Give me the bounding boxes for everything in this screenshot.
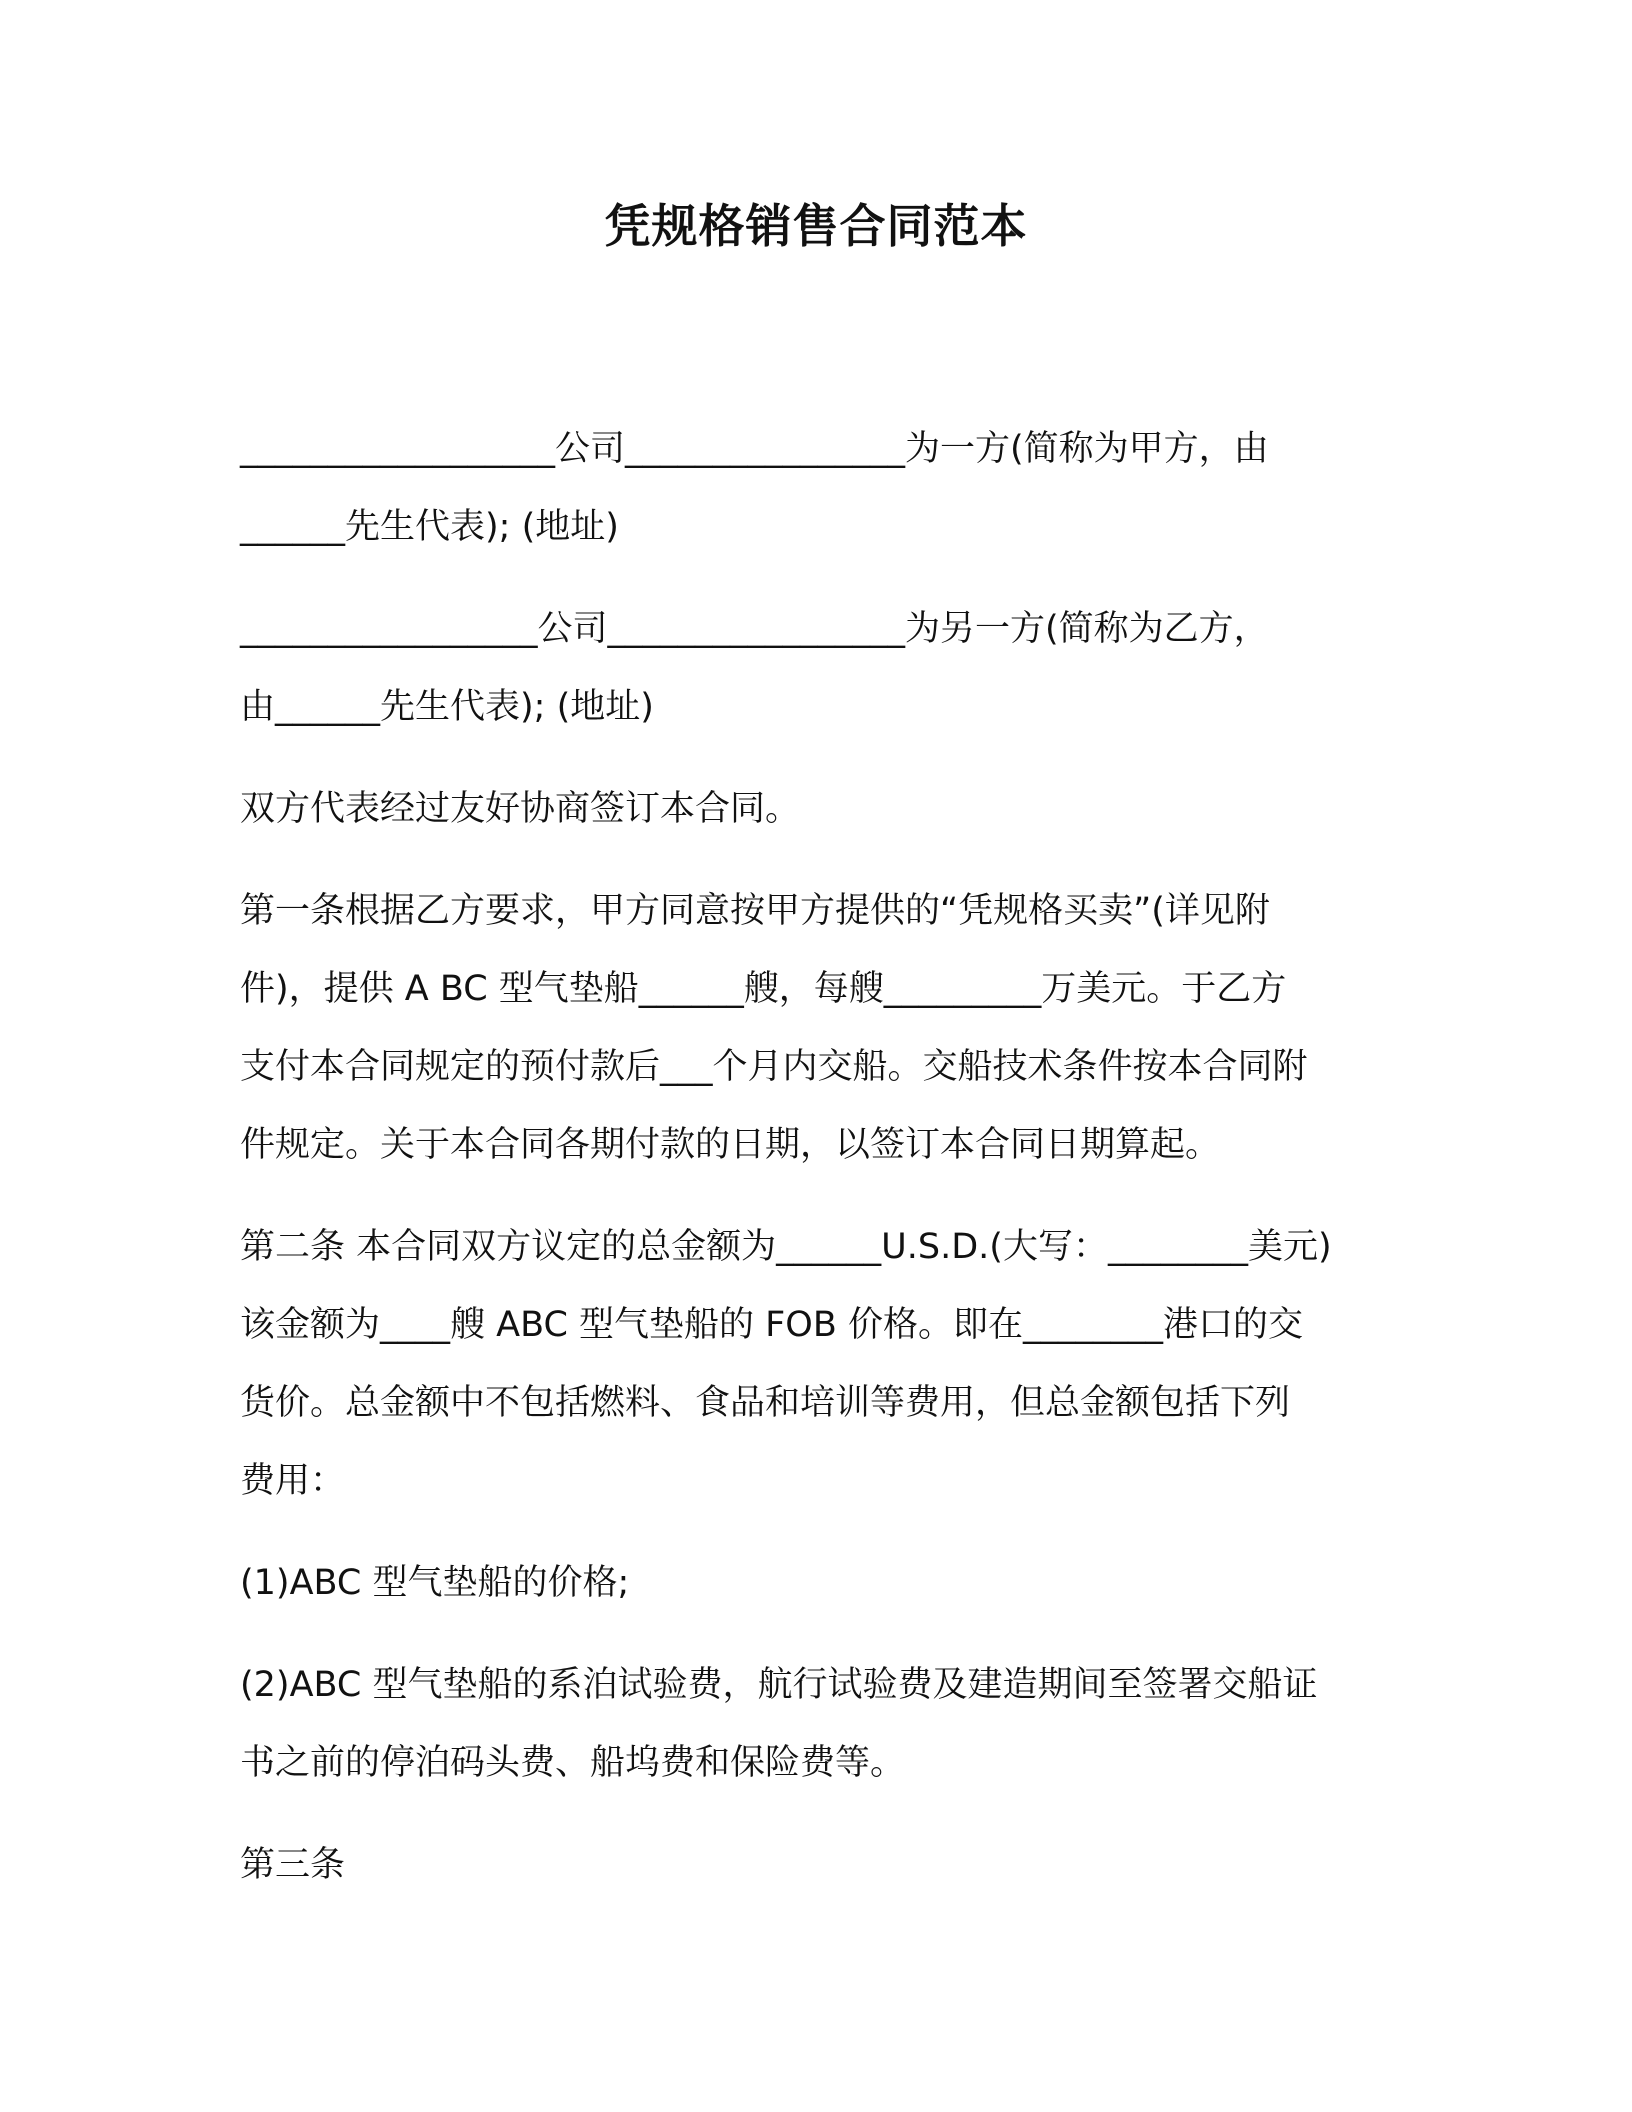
text-line: 双方代表经过友好协商签订本合同。 — [240, 789, 801, 829]
text-line: __________________公司________________为一方(简称为甲方，由 — [240, 429, 1269, 469]
document-title: 凭规格销售合同范本 — [604, 199, 1028, 253]
text-line: 货价。总金额中不包括燃料、食品和培训等费用，但总金额包括下列 — [240, 1383, 1291, 1423]
text-line: 费用： — [240, 1461, 346, 1501]
text-line: 第三条 — [240, 1845, 346, 1885]
list-item-1 — [240, 1544, 1400, 1622]
text-line: 件)，提供 A BC 型气垫船______艘，每艘_________万美元。于乙方 — [240, 969, 1287, 1009]
text-line: 第一条根据乙方要求，甲方同意按甲方提供的“凭规格买卖”(详见附 — [240, 891, 1270, 931]
text-line: 该金额为____艘 ABC 型气垫船的 FOB 价格。即在________港口的交 — [240, 1305, 1303, 1345]
text-line: ______先生代表); (地址) — [240, 507, 619, 547]
agreement-statement — [240, 770, 1400, 848]
text-line: 第二条 本合同双方议定的总金额为______U.S.D.(大写：________美元) — [240, 1227, 1332, 1267]
text-line: (2)ABC 型气垫船的系泊试验费，航行试验费及建造期间至签署交船证 — [240, 1665, 1318, 1705]
party-a-paragraph — [240, 410, 1400, 566]
text-line: 由______先生代表); (地址) — [240, 687, 654, 727]
party-b-paragraph — [240, 590, 1400, 746]
article-2 — [240, 1208, 1400, 1520]
list-item-2 — [240, 1646, 1400, 1802]
text-line: (1)ABC 型气垫船的价格; — [240, 1563, 630, 1603]
text-line: 书之前的停泊码头费、船坞费和保险费等。 — [240, 1743, 906, 1783]
text-line: 件规定。关于本合同各期付款的日期，以签订本合同日期算起。 — [240, 1125, 1221, 1165]
article-3 — [240, 1826, 1400, 1904]
text-line: 支付本合同规定的预付款后___个月内交船。交船技术条件按本合同附 — [240, 1047, 1308, 1087]
article-1 — [240, 872, 1400, 1184]
text-line: _________________公司_________________为另一方(简称为乙方， — [240, 609, 1269, 649]
document-body — [240, 410, 1400, 1928]
